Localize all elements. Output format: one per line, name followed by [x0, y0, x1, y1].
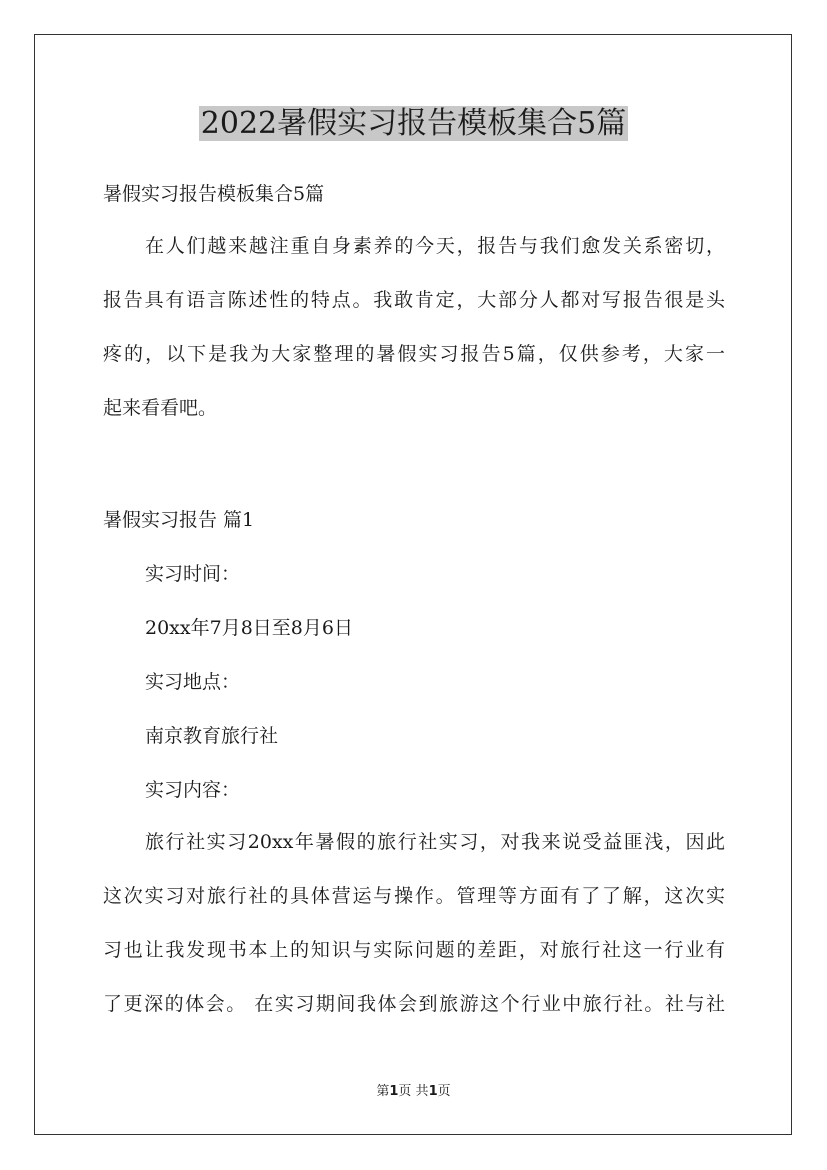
content-row: 了更深的体会。 在实习期间我体会到旅游这个行业中旅行社。社与社: [103, 993, 725, 1015]
document-subtitle: 暑假实习报告模板集合5篇: [103, 183, 325, 205]
section-heading: 暑假实习报告 篇1: [103, 509, 255, 531]
content-row: 习也让我发现书本上的知识与实际问题的差距，对旅行社这一行业有: [103, 939, 725, 961]
page-footer: [0, 1083, 827, 1101]
intro-paragraph: [103, 219, 725, 435]
time-value: 20xx年7月8日至8月6日: [145, 617, 353, 639]
content-paragraph: [103, 815, 725, 1031]
content-label: 实习内容：: [145, 779, 241, 801]
intro-row: 在人们越来越注重自身素养的今天，报告与我们愈发关系密切，: [145, 235, 725, 257]
intro-row: 起来看看吧。: [103, 397, 218, 419]
content-row: 旅行社实习20xx年暑假的旅行社实习，对我来说受益匪浅，因此: [145, 831, 725, 853]
page-mid: 页 共: [398, 1084, 429, 1099]
intro-row: 报告具有语言陈述性的特点。我敢肯定，大部分人都对写报告很是头: [103, 289, 725, 311]
page-number: 1: [389, 1084, 399, 1099]
place-label: 实习地点：: [145, 671, 241, 693]
page-prefix: 第: [376, 1084, 390, 1099]
intro-row: 疼的，以下是我为大家整理的暑假实习报告5篇，仅供参考，大家一: [103, 343, 725, 365]
page-total: 1: [428, 1084, 438, 1099]
document-title: 2022暑假实习报告模板集合5篇: [200, 106, 627, 141]
content-row: 这次实习对旅行社的具体营运与操作。管理等方面有了了解，这次实: [103, 885, 725, 907]
time-label: 实习时间：: [145, 563, 241, 585]
place-value: 南京教育旅行社: [145, 725, 279, 747]
page-suffix: 页: [437, 1084, 451, 1099]
